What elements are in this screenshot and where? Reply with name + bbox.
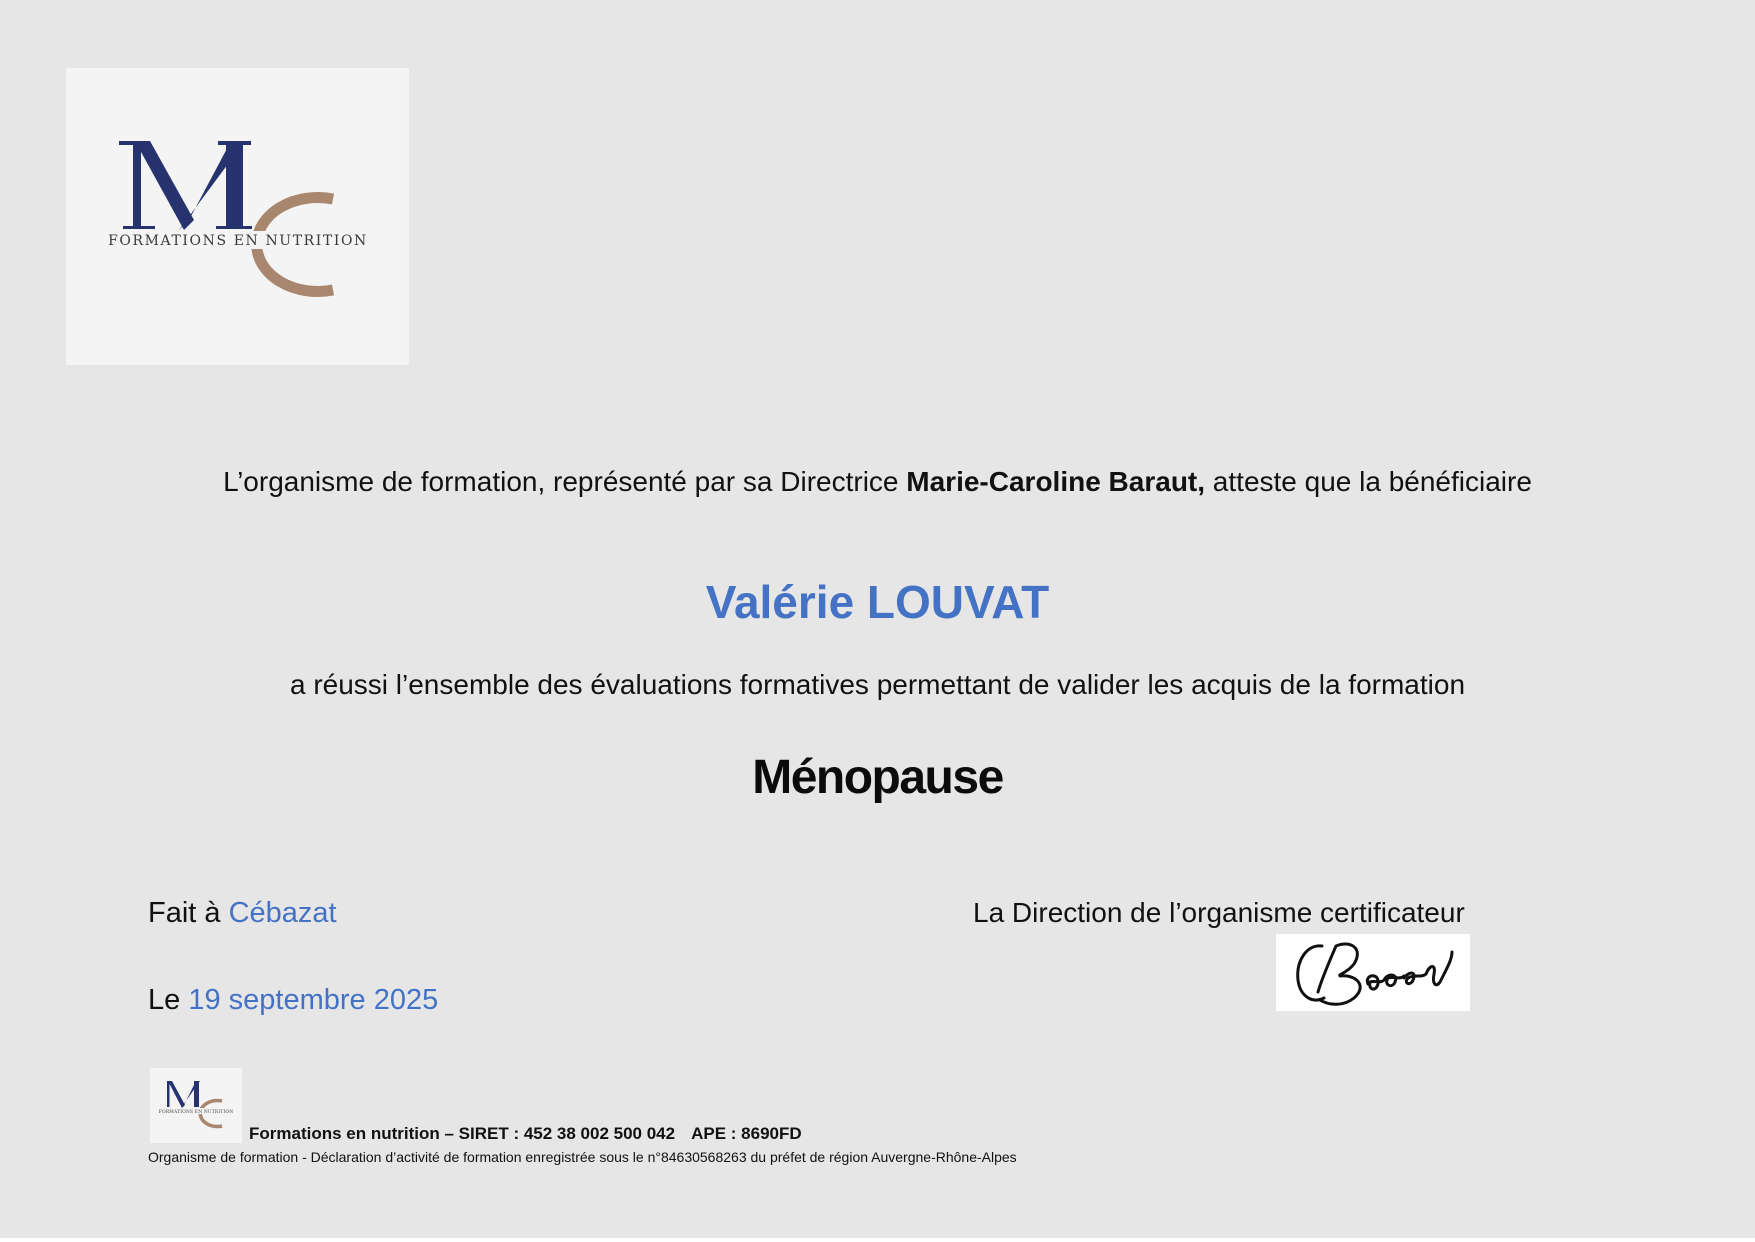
footer-logo-tagline: FORMATIONS EN NUTRITION xyxy=(158,1110,234,1115)
mc-monogram-small-icon xyxy=(150,1068,242,1143)
date-value: 19 septembre 2025 xyxy=(188,984,439,1016)
organization-logo xyxy=(66,68,409,365)
footer-ape: APE : 8690FD xyxy=(691,1124,802,1143)
direction-label: La Direction de l’organisme certificateur xyxy=(973,897,1465,928)
mc-monogram-logo-icon xyxy=(66,68,409,365)
place-label: Fait à xyxy=(148,897,229,929)
beneficiary-name: Valérie LOUVAT xyxy=(705,576,1050,628)
footer-logo xyxy=(150,1068,242,1143)
intro-prefix: L’organisme de formation, représenté par sa Directrice xyxy=(223,466,907,497)
signature xyxy=(1276,934,1470,1011)
date-label: Le xyxy=(148,984,189,1016)
footer-company-siret: Formations en nutrition – SIRET : 452 38 002 500 042 xyxy=(249,1124,676,1143)
handwritten-signature-icon xyxy=(1276,934,1470,1011)
logo-letter-m xyxy=(119,141,252,230)
footer-declaration: Organisme de formation - Déclaration d’activité de formation enregistrée sous le n°84630568263 du préfet de région Auvergne-Rhône-Alpes xyxy=(148,1149,1017,1165)
footer-company-line xyxy=(249,1123,802,1145)
director-name: Marie-Caroline Baraut, xyxy=(906,466,1206,497)
page-bottom-edge xyxy=(0,1238,1755,1242)
logo-tagline: FORMATIONS EN NUTRITION xyxy=(108,233,368,249)
success-statement: a réussi l’ensemble des évaluations formatives permettant de valider les acquis de la formation xyxy=(289,669,1466,700)
course-title: Ménopause xyxy=(752,751,1003,804)
intro-suffix: atteste que la bénéficiaire xyxy=(1205,466,1532,497)
place-value: Cébazat xyxy=(228,897,337,929)
date-line xyxy=(148,980,438,1020)
attestation-intro xyxy=(0,462,1755,502)
place-line xyxy=(148,893,337,933)
